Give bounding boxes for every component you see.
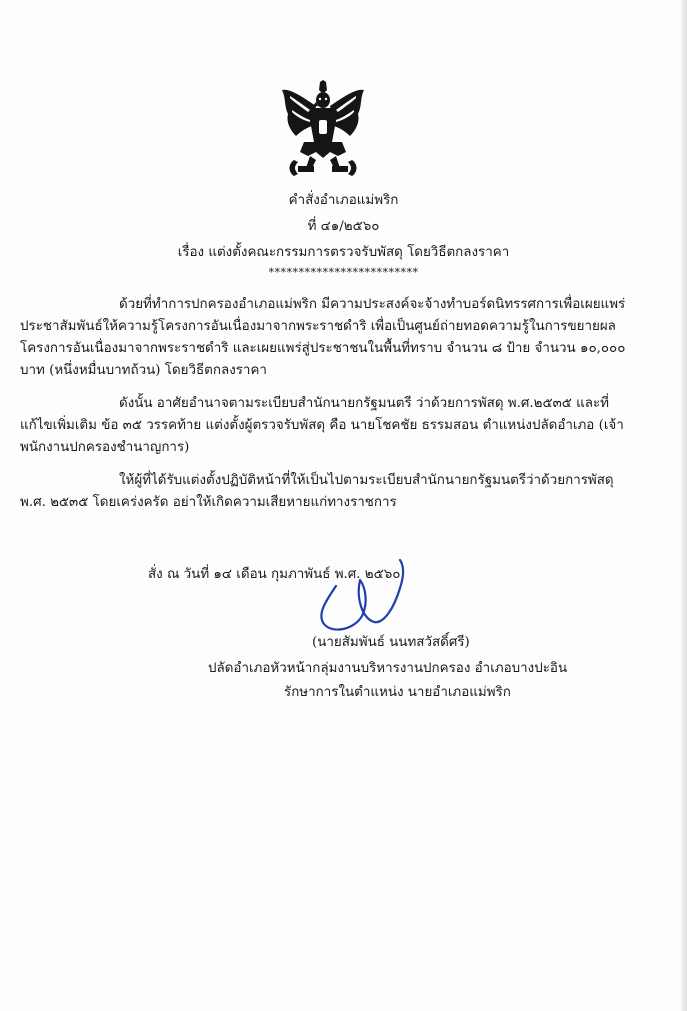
handwritten-signature bbox=[310, 558, 420, 638]
body-paragraph: ด้วยที่ทำการปกครองอำเภอแม่พริก มีความประสงค์จะจ้างทำบอร์ดนิทรรศการเพื่อเผยแพร่ประชาสัมพันธ์ให้ความรู้โครงการอันเนื่องมาจากพระราชดำริ เพื่อเป็นศูนย์ถ่ายทอดความรู้ในการขยายผลโครงการอันเนื่องมาจากพระราชดำริ และเผยแพร่สู่ประชาชนในพื้นที่ทราบ จำนวน ๘ ป้าย จำนวน ๑๐,๐๐๐ บาท (หนึ่งหมื่นบาทถ้วน) โดยวิธีตกลงราคา bbox=[20, 297, 626, 378]
signer-position: ปลัดอำเภอหัวหน้ากลุ่มงานบริหารงานปกครอง อำเภอบางปะอิน bbox=[208, 661, 568, 676]
order-subject: เรื่อง แต่งตั้งคณะกรรมการตรวจรับพัสดุ โดยวิธีตกลงราคา bbox=[177, 245, 510, 260]
garuda-emblem-icon bbox=[280, 80, 366, 182]
page-edge-shadow bbox=[681, 0, 687, 1011]
order-number: ที่ ๔๑/๒๕๖๐ bbox=[307, 219, 380, 234]
signer-acting-title: รักษาการในตำแหน่ง นายอำเภอแม่พริก bbox=[284, 685, 511, 700]
order-title: คำสั่งอำเภอแม่พริก bbox=[288, 193, 399, 208]
order-date: สั่ง ณ วันที่ ๑๔ เดือน กุมภาพันธ์ พ.ศ. ๒๕๖๐ bbox=[148, 567, 401, 582]
body-paragraph: ให้ผู้ที่ได้รับแต่งตั้งปฏิบัติหน้าที่ให้เป็นไปตามระเบียบสำนักนายกรัฐมนตรีว่าด้วยการพัสดุ พ.ศ. ๒๕๓๕ โดยเคร่งครัด อย่าให้เกิดความเสียหายแก่ทางราชการ bbox=[20, 473, 614, 510]
signer-name: (นายสัมพันธ์ นนทสวัสดิ์ศรี) bbox=[312, 635, 470, 650]
star-divider: ************************* bbox=[268, 266, 419, 279]
body-paragraph: ดังนั้น อาศัยอำนาจตามระเบียบสำนักนายกรัฐมนตรี ว่าด้วยการพัสดุ พ.ศ.๒๕๓๕ และที่แก้ไขเพิ่มเติม ข้อ ๓๕ วรรคท้าย แต่งตั้งผู้ตรวจรับพัสดุ คือ นายโชคชัย ธรรมสอน ตำแหน่งปลัดอำเภอ (เจ้าพนักงานปกครองชำนาญการ) bbox=[20, 396, 624, 455]
order-body bbox=[20, 294, 630, 525]
